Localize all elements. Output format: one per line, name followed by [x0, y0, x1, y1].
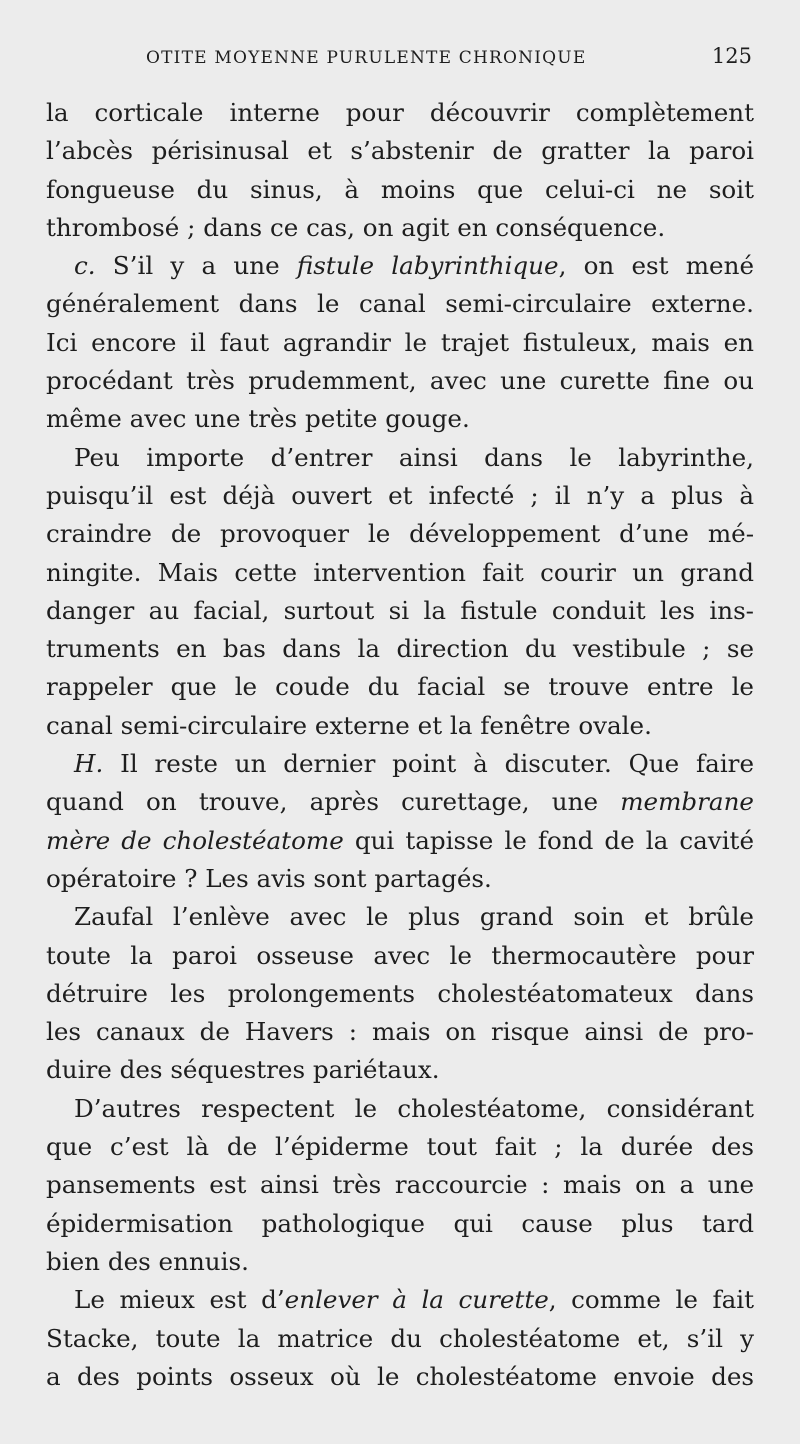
text-line — [46, 554, 754, 592]
text-segment: duire des séquestres pariétaux. — [46, 1055, 440, 1085]
text-segment: Stacke, toute la matrice du cholestéatome et, s’il y — [46, 1323, 754, 1353]
page-header — [46, 44, 754, 84]
text-segment: détruire les prolongements cholestéatomateux dans — [46, 978, 754, 1008]
text-segment: toute la paroi osseuse avec le thermocautère pour — [46, 940, 754, 970]
text-line — [46, 132, 754, 170]
text-segment: D’autres respectent le cholestéatome, considérant — [74, 1093, 754, 1123]
text-line — [46, 285, 754, 323]
text-segment: l’abcès périsinusal et s’abstenir de gratter la paroi — [46, 136, 754, 166]
text-segment: , on est mené — [558, 251, 754, 281]
text-segment: fongueuse du sinus, à moins que celui-ci ne soit — [46, 174, 754, 204]
text-segment: bien des ennuis. — [46, 1246, 249, 1276]
text-segment: la corticale interne pour découvrir complètement — [46, 98, 754, 127]
text-line — [46, 515, 754, 553]
text-segment: généralement dans le canal semi-circulaire externe. — [46, 289, 754, 319]
page-number: 125 — [711, 44, 752, 68]
text-segment: rappeler que le coude du facial se trouve entre le — [46, 672, 754, 702]
text-line — [46, 860, 754, 898]
text-segment: procédant très prudemment, avec une curette fine ou — [46, 366, 754, 396]
text-segment: Zaufal l’enlève avec le plus grand soin et brûle — [74, 902, 754, 932]
text-line — [46, 1243, 754, 1281]
text-line — [46, 247, 754, 285]
text-line — [46, 822, 754, 860]
text-line — [46, 439, 754, 477]
text-line — [46, 1051, 754, 1089]
text-segment: ningite. Mais cette intervention fait courir un grand — [46, 557, 754, 587]
text-segment: S’il y a une — [95, 251, 297, 281]
text-segment: canal semi-circulaire externe et la fenêtre ovale. — [46, 710, 652, 740]
text-segment: , comme le fait — [548, 1285, 754, 1315]
running-title: OTITE MOYENNE PURULENTE CHRONIQUE — [146, 48, 587, 68]
text-segment: qui tapisse le fond de la cavité — [343, 825, 754, 855]
text-line — [46, 171, 754, 209]
text-segment: danger au facial, surtout si la fistule conduit les ins- — [46, 595, 754, 625]
text-segment: Peu importe d’entrer ainsi dans le labyrinthe, — [74, 442, 754, 472]
text-line — [46, 1320, 754, 1358]
italic-text: c. — [74, 251, 96, 281]
italic-text: membrane — [620, 787, 754, 817]
text-line — [46, 1281, 754, 1319]
text-line — [46, 937, 754, 975]
text-line — [46, 630, 754, 668]
italic-text: fistule labyrinthique — [296, 251, 559, 281]
text-line — [46, 324, 754, 362]
text-segment: Il reste un dernier point à discuter. Que faire — [103, 749, 754, 779]
text-segment: Ici encore il faut agrandir le trajet fistuleux, mais en — [46, 327, 754, 357]
text-line — [46, 477, 754, 515]
text-segment: quand on trouve, après curettage, une — [46, 787, 621, 817]
text-line — [46, 668, 754, 706]
text-line — [46, 592, 754, 630]
text-segment: truments en bas dans la direction du vestibule ; se — [46, 634, 754, 664]
text-segment: pansements est ainsi très raccourcie : mais on a une — [46, 1170, 754, 1200]
text-line — [46, 1090, 754, 1128]
text-line — [46, 94, 754, 132]
text-line — [46, 1205, 754, 1243]
text-segment: thrombosé ; dans ce cas, on agit en conséquence. — [46, 212, 666, 242]
text-segment: même avec une très petite gouge. — [46, 404, 470, 434]
body-text — [46, 94, 754, 1396]
text-segment: épidermisation pathologique qui cause plus tard — [46, 1208, 754, 1238]
text-segment: a des points osseux où le cholestéatome envoie des — [46, 1361, 754, 1391]
text-line — [46, 975, 754, 1013]
text-line — [46, 400, 754, 438]
italic-text: enlever à la curette — [284, 1285, 549, 1315]
text-segment: les canaux de Havers : mais on risque ainsi de pro- — [46, 1017, 754, 1047]
italic-text: mère de cholestéatome — [46, 825, 344, 855]
text-line — [46, 783, 754, 821]
text-line — [46, 898, 754, 936]
text-line — [46, 745, 754, 783]
text-line — [46, 1013, 754, 1051]
text-segment: opératoire ? Les avis sont partagés. — [46, 863, 492, 893]
text-line — [46, 1128, 754, 1166]
text-segment: Le mieux est d’ — [74, 1285, 285, 1315]
text-line — [46, 1358, 754, 1396]
italic-text: H. — [74, 749, 104, 779]
text-segment: craindre de provoquer le développement d’une mé- — [46, 519, 754, 549]
text-line — [46, 1166, 754, 1204]
text-segment: puisqu’il est déjà ouvert et infecté ; il n’y a plus à — [46, 480, 754, 510]
text-segment: que c’est là de l’épiderme tout fait ; la durée des — [46, 1132, 754, 1162]
text-line — [46, 362, 754, 400]
text-line — [46, 707, 754, 745]
text-line — [46, 209, 754, 247]
